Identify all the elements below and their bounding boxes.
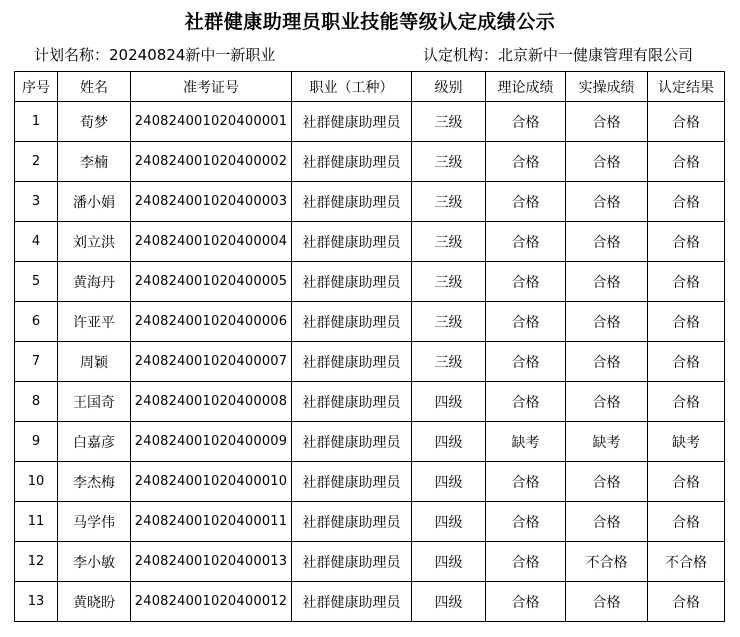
table-row (15, 382, 725, 422)
column-header-job: 职业（工种） (292, 72, 412, 102)
cell-result: 合格 (648, 182, 725, 222)
cell-level: 三级 (412, 222, 486, 262)
plan-label: 计划名称： (34, 46, 110, 64)
cell-practice: 缺考 (566, 422, 648, 462)
cell-name: 李楠 (58, 142, 131, 182)
cell-result: 合格 (648, 102, 725, 142)
cell-practice: 合格 (566, 182, 648, 222)
cell-name: 王国奇 (58, 382, 131, 422)
cell-name: 黄晓盼 (58, 582, 131, 622)
cell-job: 社群健康助理员 (292, 462, 412, 502)
cell-result: 合格 (648, 382, 725, 422)
cell-cert: 240824001020400012 (131, 582, 292, 622)
cell-level: 四级 (412, 502, 486, 542)
cell-cert: 240824001020400007 (131, 342, 292, 382)
cell-theory: 合格 (486, 302, 566, 342)
cell-level: 三级 (412, 102, 486, 142)
cell-name: 许亚平 (58, 302, 131, 342)
cell-result: 不合格 (648, 542, 725, 582)
column-header-theory: 理论成绩 (486, 72, 566, 102)
table-row (15, 182, 725, 222)
cell-cert: 240824001020400001 (131, 102, 292, 142)
table-body (15, 102, 725, 622)
cell-theory: 合格 (486, 142, 566, 182)
cell-cert: 240824001020400013 (131, 542, 292, 582)
cell-no: 5 (15, 262, 58, 302)
cell-practice: 合格 (566, 142, 648, 182)
cell-job: 社群健康助理员 (292, 542, 412, 582)
column-header-level: 级别 (412, 72, 486, 102)
cell-job: 社群健康助理员 (292, 222, 412, 262)
table-row (15, 102, 725, 142)
cell-result: 合格 (648, 262, 725, 302)
cell-practice: 合格 (566, 462, 648, 502)
cell-theory: 合格 (486, 542, 566, 582)
column-header-practice: 实操成绩 (566, 72, 648, 102)
table-row (15, 582, 725, 622)
cell-theory: 合格 (486, 262, 566, 302)
cell-level: 三级 (412, 182, 486, 222)
table-row (15, 342, 725, 382)
table-row (15, 222, 725, 262)
cell-result: 合格 (648, 302, 725, 342)
cell-job: 社群健康助理员 (292, 102, 412, 142)
table-row (15, 462, 725, 502)
cell-level: 四级 (412, 542, 486, 582)
column-header-result: 认定结果 (648, 72, 725, 102)
results-table (14, 71, 725, 622)
cell-practice: 合格 (566, 382, 648, 422)
cell-no: 13 (15, 582, 58, 622)
cell-level: 三级 (412, 342, 486, 382)
cell-no: 6 (15, 302, 58, 342)
cell-level: 三级 (412, 302, 486, 342)
org-label: 认定机构： (423, 46, 499, 64)
table-header-row (15, 72, 725, 102)
cell-name: 潘小娟 (58, 182, 131, 222)
cell-name: 刘立洪 (58, 222, 131, 262)
cell-name: 周颖 (58, 342, 131, 382)
cell-cert: 240824001020400003 (131, 182, 292, 222)
cell-level: 四级 (412, 382, 486, 422)
table-row (15, 302, 725, 342)
cell-cert: 240824001020400004 (131, 222, 292, 262)
cell-job: 社群健康助理员 (292, 302, 412, 342)
cell-job: 社群健康助理员 (292, 182, 412, 222)
cell-level: 三级 (412, 142, 486, 182)
cell-job: 社群健康助理员 (292, 382, 412, 422)
cell-job: 社群健康助理员 (292, 142, 412, 182)
cell-no: 2 (15, 142, 58, 182)
cell-level: 四级 (412, 462, 486, 502)
cell-theory: 缺考 (486, 422, 566, 462)
cell-practice: 不合格 (566, 542, 648, 582)
cell-result: 缺考 (648, 422, 725, 462)
cell-result: 合格 (648, 502, 725, 542)
plan-info (34, 44, 275, 66)
cell-job: 社群健康助理员 (292, 262, 412, 302)
cell-level: 四级 (412, 422, 486, 462)
cell-practice: 合格 (566, 262, 648, 302)
cell-result: 合格 (648, 342, 725, 382)
cell-practice: 合格 (566, 582, 648, 622)
cell-job: 社群健康助理员 (292, 422, 412, 462)
cell-theory: 合格 (486, 102, 566, 142)
cell-name: 李杰梅 (58, 462, 131, 502)
cell-practice: 合格 (566, 222, 648, 262)
cell-job: 社群健康助理员 (292, 582, 412, 622)
cell-theory: 合格 (486, 502, 566, 542)
table-row (15, 142, 725, 182)
cell-result: 合格 (648, 222, 725, 262)
table-row (15, 542, 725, 582)
cell-job: 社群健康助理员 (292, 502, 412, 542)
table-row (15, 422, 725, 462)
table-row (15, 502, 725, 542)
cell-name: 白嘉彦 (58, 422, 131, 462)
cell-cert: 240824001020400005 (131, 262, 292, 302)
cell-practice: 合格 (566, 302, 648, 342)
cell-level: 三级 (412, 262, 486, 302)
cell-cert: 240824001020400002 (131, 142, 292, 182)
cell-no: 8 (15, 382, 58, 422)
cell-cert: 240824001020400009 (131, 422, 292, 462)
cell-theory: 合格 (486, 582, 566, 622)
cell-job: 社群健康助理员 (292, 342, 412, 382)
cell-no: 11 (15, 502, 58, 542)
cell-theory: 合格 (486, 182, 566, 222)
cell-no: 3 (15, 182, 58, 222)
table-row (15, 262, 725, 302)
org-value: 北京新中一健康管理有限公司 (498, 46, 694, 64)
cell-name: 马学伟 (58, 502, 131, 542)
cell-level: 四级 (412, 582, 486, 622)
cell-theory: 合格 (486, 342, 566, 382)
cell-result: 合格 (648, 462, 725, 502)
column-header-cert: 准考证号 (131, 72, 292, 102)
cell-no: 4 (15, 222, 58, 262)
cell-name: 黄海丹 (58, 262, 131, 302)
cell-theory: 合格 (486, 222, 566, 262)
cell-theory: 合格 (486, 462, 566, 502)
cell-no: 9 (15, 422, 58, 462)
cell-practice: 合格 (566, 102, 648, 142)
cell-cert: 240824001020400008 (131, 382, 292, 422)
cell-result: 合格 (648, 582, 725, 622)
plan-value: 20240824新中一新职业 (109, 46, 276, 64)
org-info (423, 44, 693, 66)
cell-theory: 合格 (486, 382, 566, 422)
cell-practice: 合格 (566, 342, 648, 382)
cell-no: 1 (15, 102, 58, 142)
cell-no: 12 (15, 542, 58, 582)
cell-no: 7 (15, 342, 58, 382)
cell-name: 李小敏 (58, 542, 131, 582)
cell-cert: 240824001020400011 (131, 502, 292, 542)
cell-cert: 240824001020400006 (131, 302, 292, 342)
cell-name: 荀梦 (58, 102, 131, 142)
column-header-name: 姓名 (58, 72, 131, 102)
cell-result: 合格 (648, 142, 725, 182)
cell-cert: 240824001020400010 (131, 462, 292, 502)
page-title: 社群健康助理员职业技能等级认定成绩公示 (184, 11, 556, 33)
cell-practice: 合格 (566, 502, 648, 542)
column-header-no: 序号 (15, 72, 58, 102)
cell-no: 10 (15, 462, 58, 502)
